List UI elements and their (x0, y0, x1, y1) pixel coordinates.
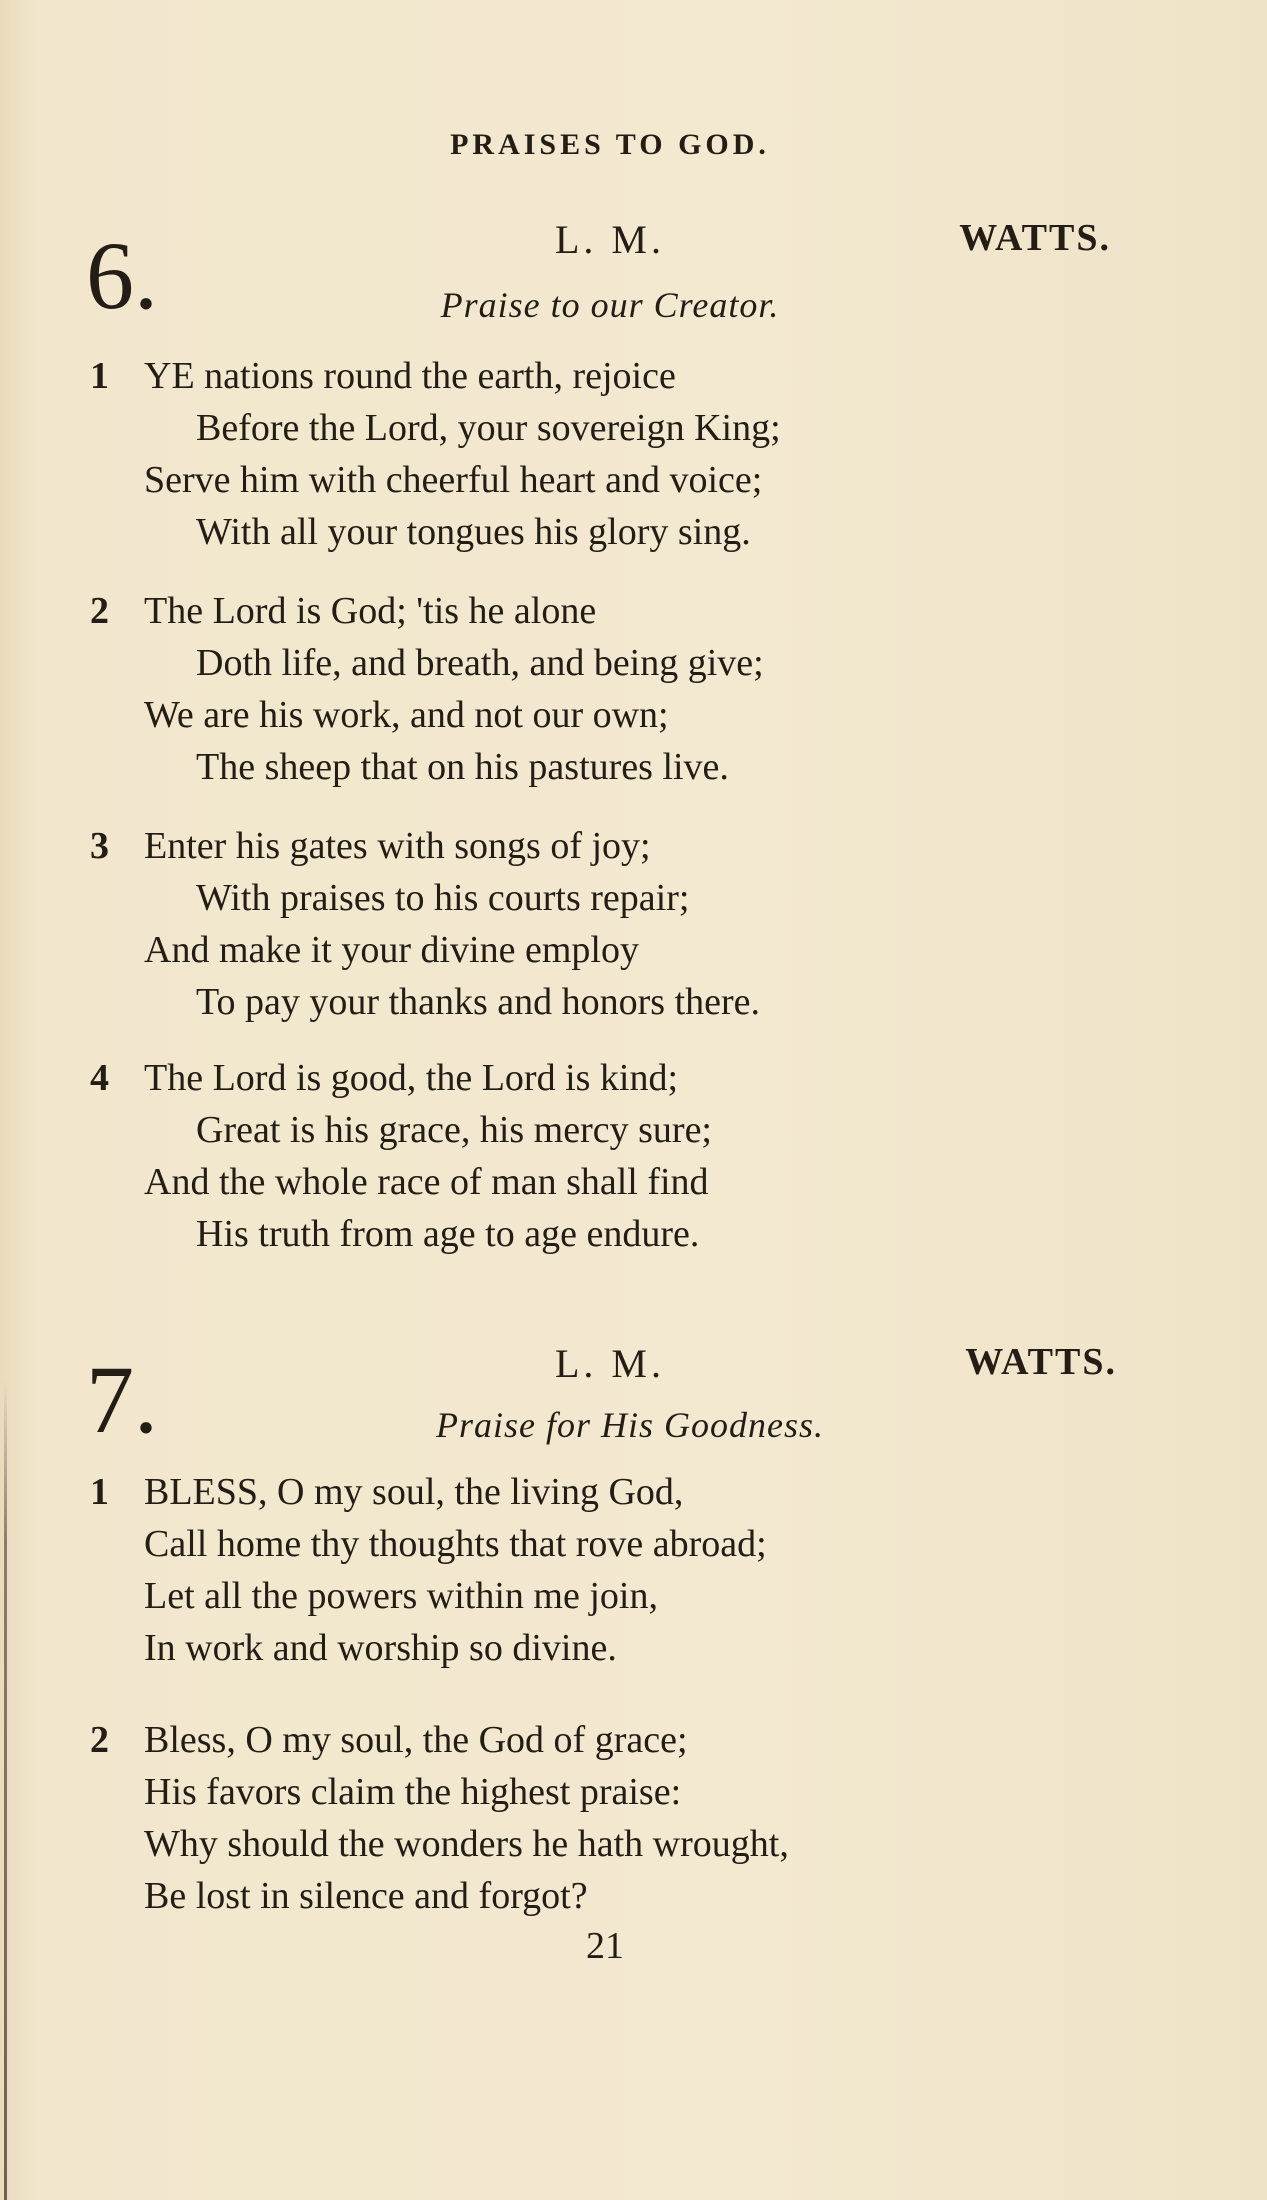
hymn-meter: L. M. (555, 217, 665, 262)
verse-line: The sheep that on his pastures live. (196, 746, 729, 788)
stanza-number: 1 (90, 1471, 109, 1513)
stanza-number: 2 (90, 1719, 109, 1761)
verse-line: Bless, O my soul, the God of grace; (144, 1719, 688, 1761)
verse-line: Be lost in silence and forgot? (144, 1875, 588, 1917)
verse-line: Before the Lord, your sovereign King; (196, 407, 781, 449)
verse-line: We are his work, and not our own; (144, 694, 669, 736)
verse-line: Why should the wonders he hath wrought, (144, 1823, 789, 1865)
running-head: PRAISES TO GOD. (450, 128, 770, 161)
hymn-title: Praise for His Goodness. (435, 1405, 824, 1445)
stanza-number: 1 (90, 355, 109, 397)
stanza-number: 3 (90, 825, 109, 867)
verse-line: His favors claim the highest praise: (144, 1771, 682, 1813)
stanza-number: 4 (90, 1057, 109, 1099)
verse-line: The Lord is God; 'tis he alone (144, 590, 597, 632)
verse-line: His truth from age to age endure. (196, 1213, 700, 1255)
verse-line: With all your tongues his glory sing. (196, 511, 751, 553)
hymn-number: 7. (86, 1346, 158, 1453)
verse-line: YE nations round the earth, rejoice (144, 355, 676, 397)
verse-line: BLESS, O my soul, the living God, (144, 1471, 684, 1513)
verse-line: Call home thy thoughts that rove abroad; (144, 1523, 767, 1565)
page-edge-shadow (4, 1380, 7, 2200)
verse-line: In work and worship so divine. (144, 1627, 617, 1669)
hymn-author: WATTS. (959, 217, 1111, 259)
hymn-author: WATTS. (965, 1341, 1117, 1383)
verse-line: And the whole race of man shall find (144, 1161, 709, 1203)
hymn-title: Praise to our Creator. (440, 285, 780, 325)
hymn-meter: L. M. (555, 1341, 665, 1386)
verse-line: Great is his grace, his mercy sure; (196, 1109, 712, 1151)
page-number: 21 (586, 1925, 624, 1967)
hymn-number: 6. (86, 222, 158, 329)
verse-line: Serve him with cheerful heart and voice; (144, 459, 763, 501)
stanza-number: 2 (90, 590, 109, 632)
verse-line: Doth life, and breath, and being give; (196, 642, 764, 684)
verse-line: And make it your divine employ (144, 929, 639, 971)
verse-line: With praises to his courts repair; (196, 877, 690, 919)
verse-line: To pay your thanks and honors there. (196, 981, 761, 1023)
verse-line: The Lord is good, the Lord is kind; (144, 1057, 679, 1099)
verse-line: Enter his gates with songs of joy; (144, 825, 651, 867)
verse-line: Let all the powers within me join, (144, 1575, 658, 1617)
